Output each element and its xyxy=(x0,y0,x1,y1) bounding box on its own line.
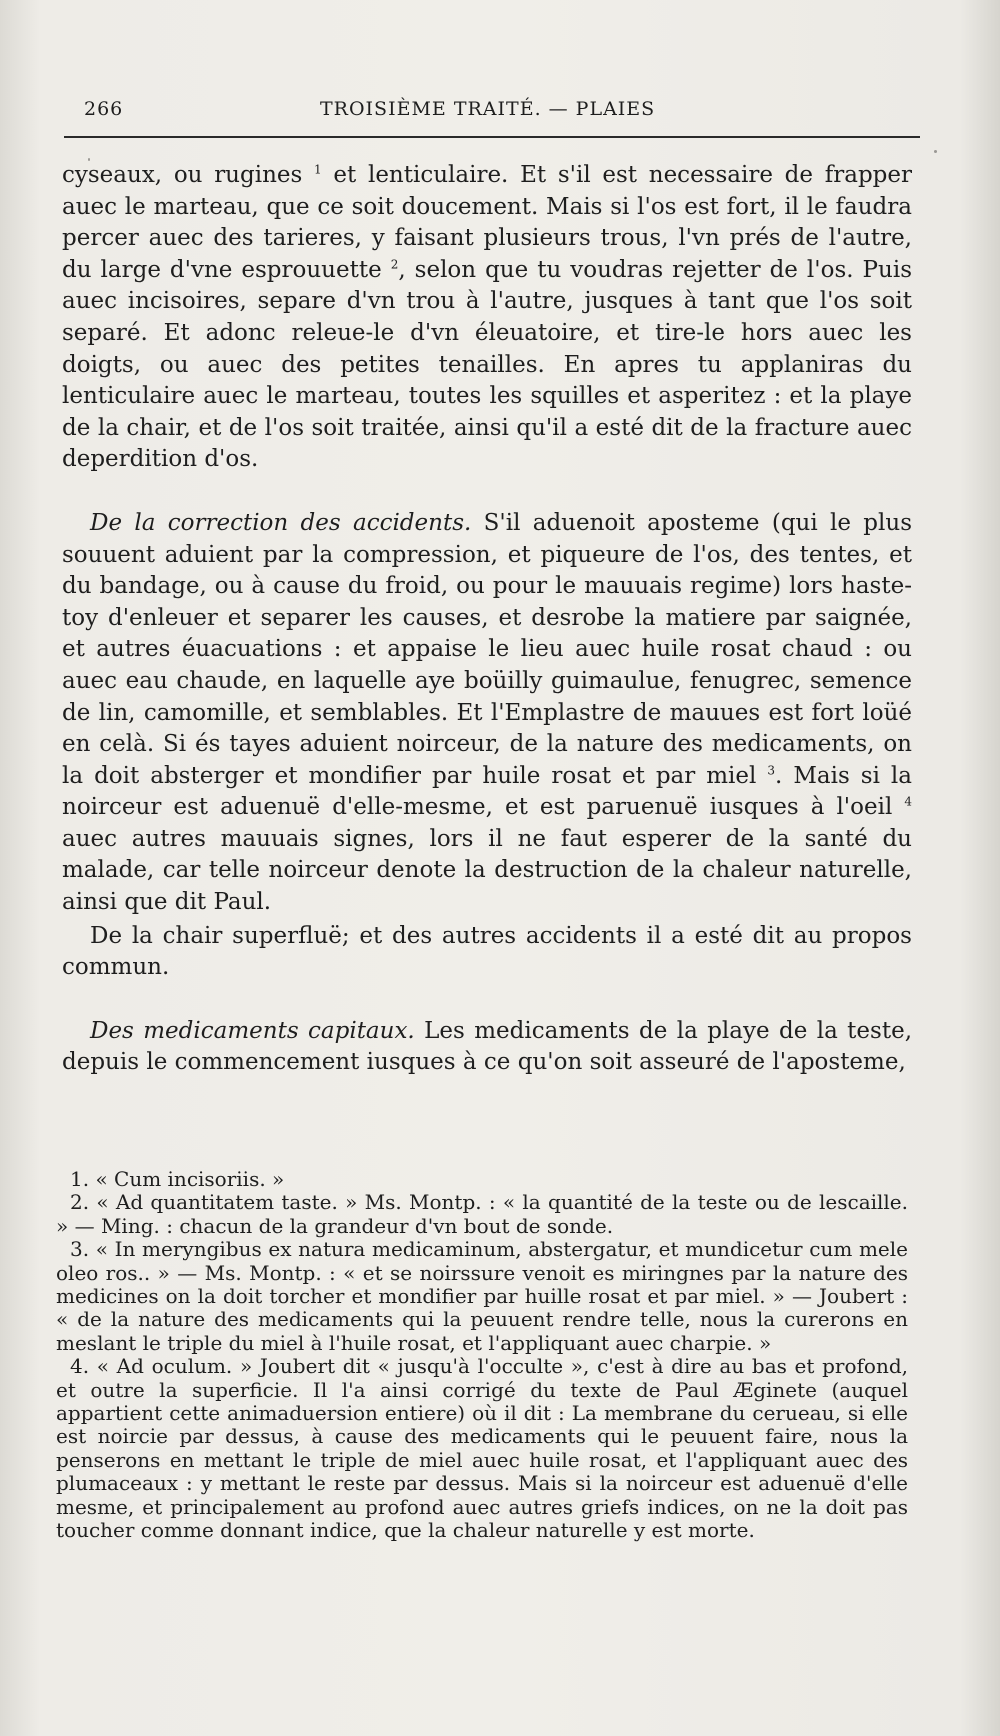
paragraph-1-text-c: , selon que tu voudras rejetter de l'os. Puis auec incisoires, separe d'vn trou à l'autre, jusques à tant que l'os soit separé. Et adonc releue-le d'vn éleuatoire, et tire-le hors auec les doigts, ou auec des petites tenailles. En apres tu applaniras du lenticulaire auec le marteau, toutes les squilles et asperitez : et la playe de la chair, et de l'os soit traitée, ainsi qu'il a esté dit de la fracture auec deperdition d'os. xyxy=(62,256,912,473)
paragraph-1-text-b: et lenticulaire. Et s'il est necessaire de frapper auec le marteau, que ce soit doucement. Mais si l'os est fort, il le faudra percer auec des tarieres, y faisant plusieurs trous, l'vn prés de l'autre, du large d'vne esprouuette xyxy=(62,162,912,283)
paragraph-1-text-a: cyseaux, ou rugines xyxy=(62,162,315,188)
footnote-ref-3: 3 xyxy=(767,763,776,778)
footnote-ref-1: 1 xyxy=(314,162,322,177)
paragraph-2 xyxy=(62,508,912,919)
footnote-ref-2: 2 xyxy=(390,257,399,272)
paragraph-3: De la chair superfluë; et des autres accidents il a esté dit au propos commun. xyxy=(62,922,912,981)
footnotes xyxy=(56,1168,908,1543)
footnote-ref-4: 4 xyxy=(904,794,912,809)
paragraph-2-text-b: . Mais si la noirceur est aduenuë d'elle-mesme, et est paruenuë iusques à l'oeil xyxy=(62,762,912,821)
footnote-3: 3. « In meryngibus ex natura medicaminum, abstergatur, et mundicetur cum mele oleo ros.. » — Ms. Montp. : « et se noirssure venoit es miringnes par la nature des medicines on la doit torcher et mondifier par huille rosat et par miel. » — Joubert : « de la nature des medicaments qui la peuuent rendre telle, nous la curerons en meslant le triple du miel à l'huile rosat, et l'appliquant auec charpie. » xyxy=(56,1237,908,1355)
paper-speck xyxy=(934,150,937,153)
paragraph-4 xyxy=(62,1016,912,1079)
page-number: 266 xyxy=(84,98,124,120)
footnote-2: 2. « Ad quantitatem taste. » Ms. Montp. : « la quantité de la teste ou de lescaille. » — Ming. : chacun de la grandeur d'vn bout de sonde. xyxy=(56,1190,908,1238)
running-title: TROISIÈME TRAITÉ. — PLAIES xyxy=(320,98,656,120)
paragraph-4-text: Les medicaments de la playe de la teste, depuis le commencement iusques à ce qu'on soit asseuré de l'aposteme, xyxy=(62,1017,912,1076)
header-rule xyxy=(64,136,920,138)
paragraph-1 xyxy=(62,160,912,476)
footnote-4: 4. « Ad oculum. » Joubert dit « jusqu'à l'occulte », c'est à dire au bas et profond, et outre la superficie. Il l'a ainsi corrigé du texte de Paul Æginete (auquel appartient cette animaduersion entiere) où il dit : La membrane du cerueau, si elle est noircie par dessus, à cause des medicaments qui le peuuent faire, nous la penserons en mettant le triple de miel auec huile rosat, et l'appliquant auec des plumaceaux : y mettant le reste par dessus. Mais si la noirceur est aduenuë d'elle mesme, et principalement au profond auec autres griefs indices, on ne la doit pas toucher comme donnant indice, que la chaleur naturelle y est morte. xyxy=(56,1354,908,1543)
page-header xyxy=(84,98,920,128)
section-heading-medicaments: Des medicaments capitaux. xyxy=(90,1017,415,1044)
paper-speck xyxy=(88,158,90,161)
paragraph-2-text-a: S'il aduenoit aposteme (qui le plus souuent aduient par la compression, et piqueure de l'os, des tentes, et du bandage, ou à cause du froid, ou pour le mauuais regime) lors haste-toy d'enleuer et separer les causes, et desrobe la matiere par saignée, et autres éuacuations : et appaise le lieu auec huile rosat chaud : ou auec eau chaude, en laquelle aye boüilly guimaulue, fenugrec, semence de lin, camomille, et semblables. Et l'Emplastre de mauues est fort loüé en celà. Si és tayes aduient noirceur, de la nature des medicaments, on la doit absterger et mondifier par huile rosat et par miel xyxy=(62,509,913,789)
section-heading-accidents: De la correction des accidents. xyxy=(90,509,472,536)
footnote-1: 1. « Cum incisoriis. » xyxy=(70,1167,285,1191)
main-text xyxy=(62,160,912,1079)
paragraph-2-text-c: auec autres mauuais signes, lors il ne faut esperer de la santé du malade, car telle noirceur denote la destruction de la chaleur naturelle, ainsi que dit Paul. xyxy=(62,825,912,916)
